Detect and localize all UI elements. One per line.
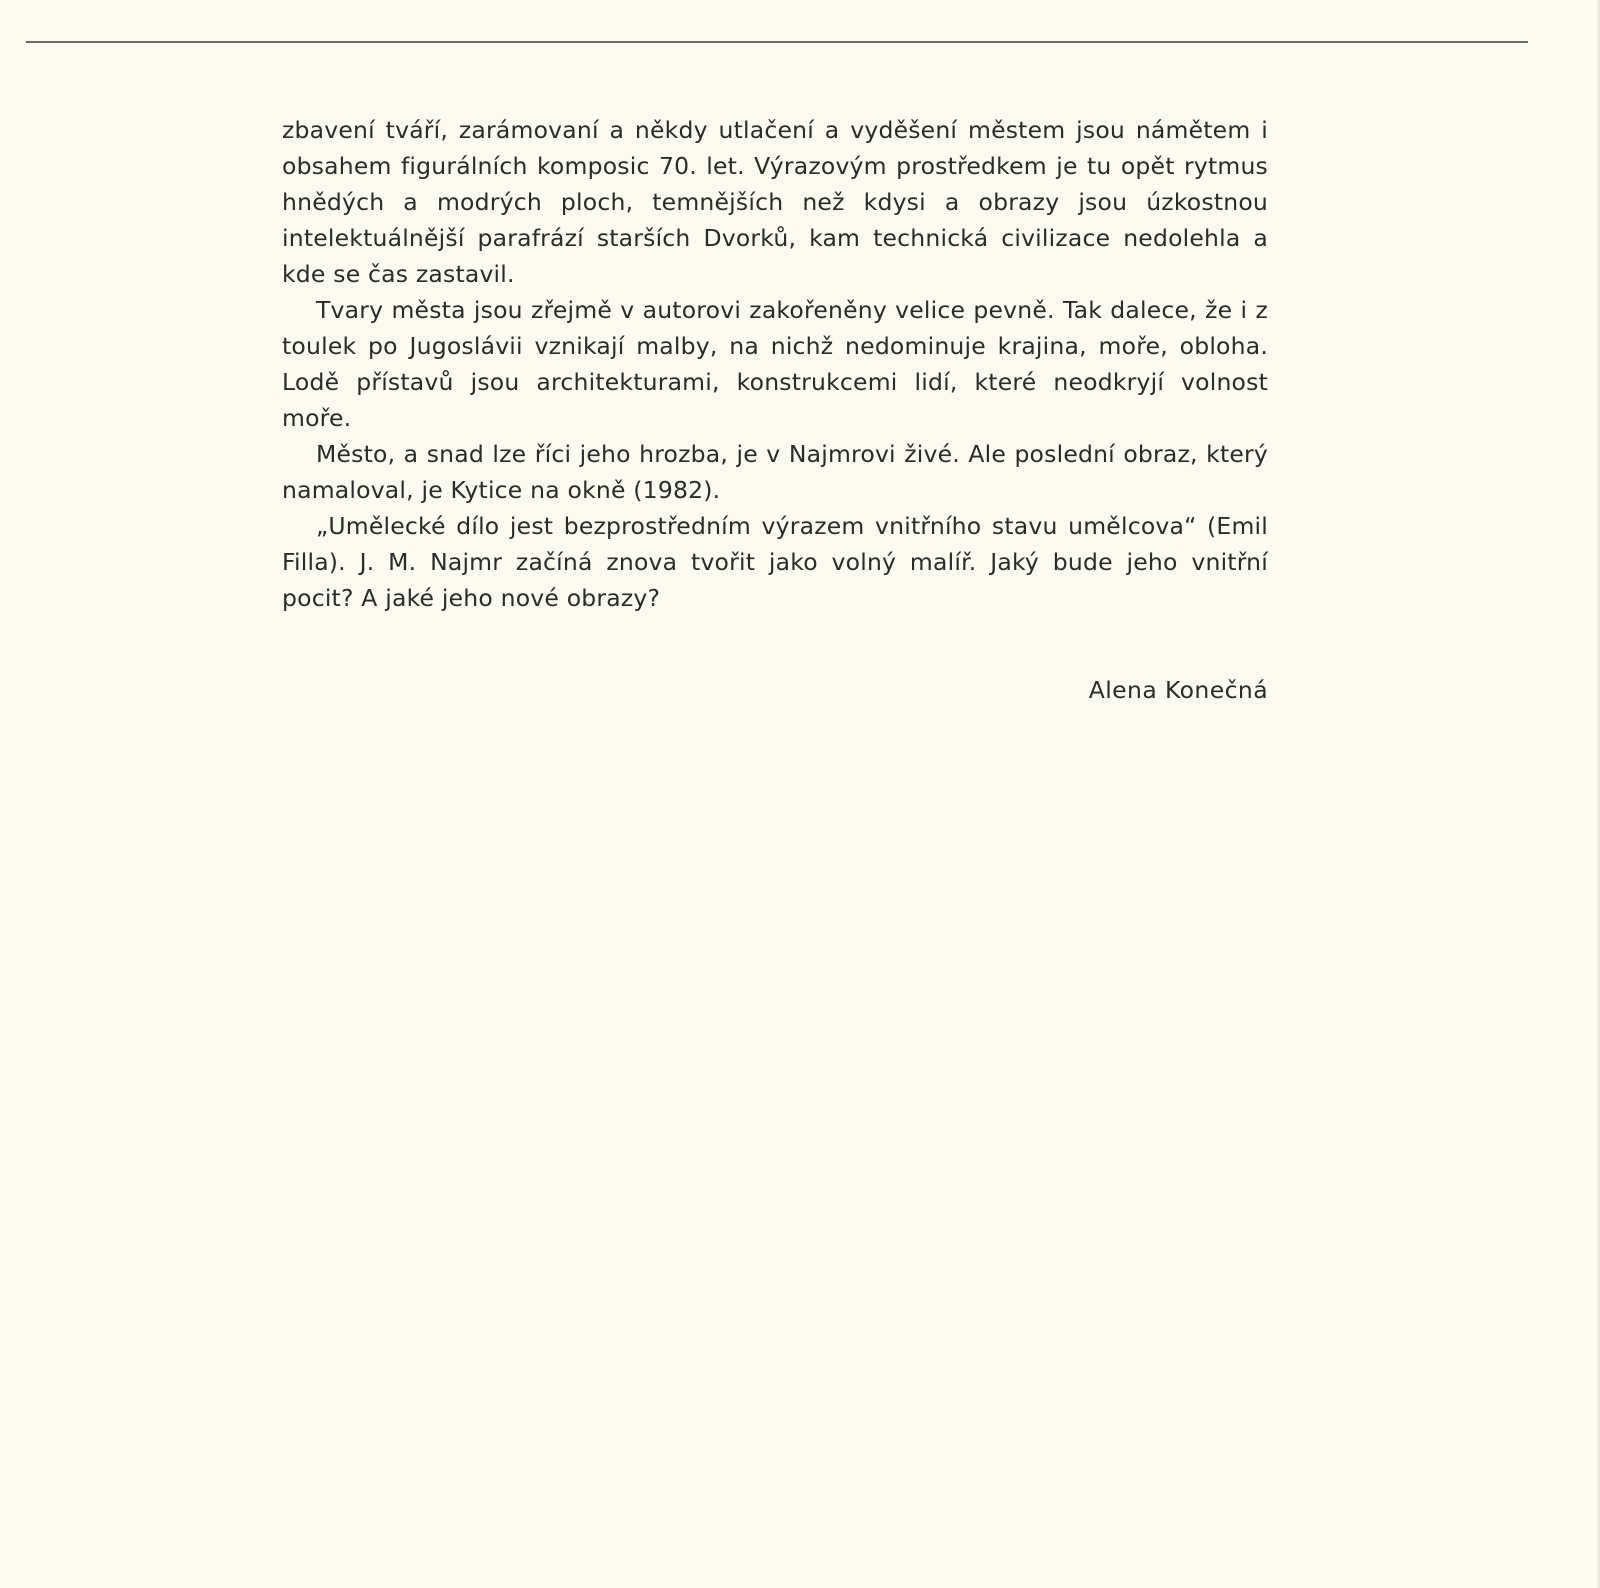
paragraph-1: zbavení tváří, zarámovaní a někdy utlačení a vyděšení městem jsou námětem i obsahem figurálních komposic 70. let. Výrazovým prostředkem je tu opět rytmus hnědých a modrých ploch, temnějších než kdysi a obrazy jsou úzkostnou intelektuálnější parafrází starších Dvorků, kam technická civilizace nedolehla a kde se čas zastavil. <box>282 116 1268 288</box>
paragraph-2: Tvary města jsou zřejmě v autorovi zakořeněny velice pevně. Tak dalece, že i z toulek po Jugoslávii vznikají malby, na nichž nedominuje krajina, moře, obloha. Lodě přístavů jsou architekturami, konstrukcemi lidí, které neodkryjí volnost moře. <box>282 296 1268 432</box>
paragraph-4: „Umělecké dílo jest bezprostředním výrazem vnitřního stavu umělcova“ (Emil Filla). J. M. Najmr začíná znova tvořit jako volný malíř. Jaký bude jeho vnitřní pocit? A jaké jeho nové obrazy? <box>282 512 1268 612</box>
article-body <box>282 112 1268 616</box>
paragraph-3: Město, a snad lze říci jeho hrozba, je v Najmrovi živé. Ale poslední obraz, který namaloval, je Kytice na okně (1982). <box>282 440 1268 504</box>
top-rule <box>26 41 1528 43</box>
author-signature: Alena Konečná <box>1088 676 1268 704</box>
